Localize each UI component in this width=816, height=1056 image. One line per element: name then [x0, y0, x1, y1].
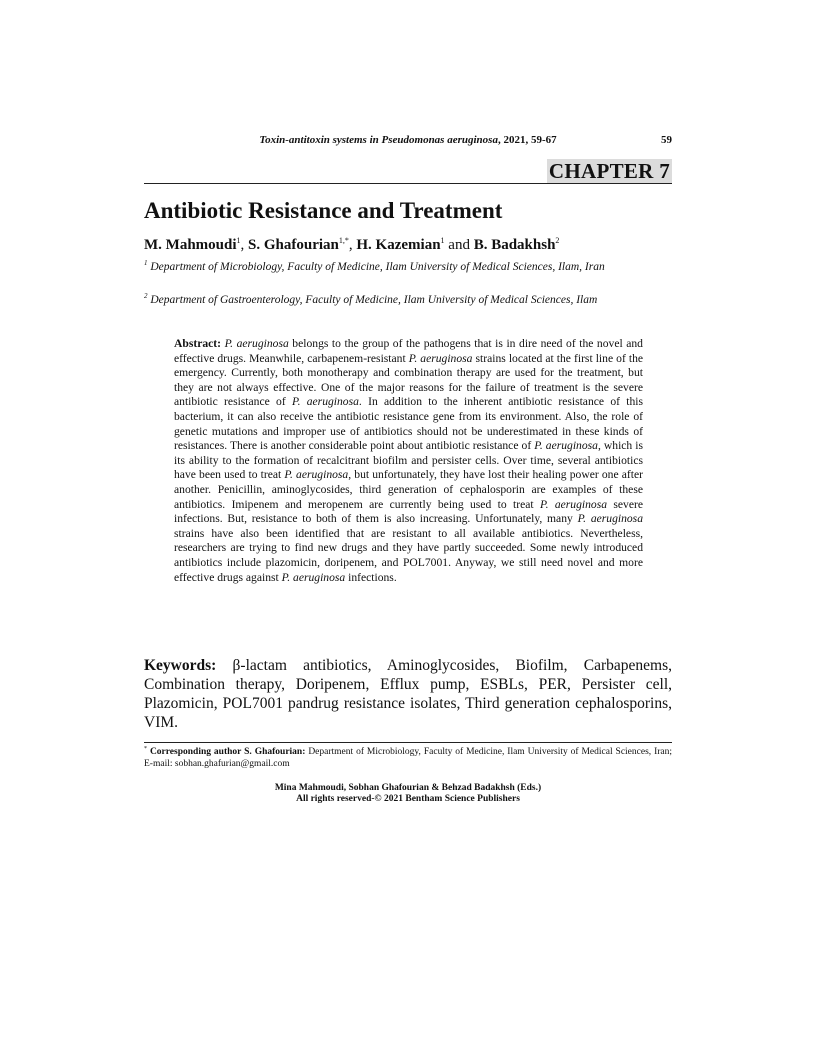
author-2: S. Ghafourian — [248, 237, 339, 253]
affiliation-2-sup: 2 — [144, 292, 148, 301]
chapter-title: Antibiotic Resistance and Treatment — [144, 198, 503, 223]
affiliation-1-sup: 1 — [144, 259, 148, 268]
species-name: P. aeruginosa — [577, 512, 643, 526]
abstract-text: strains have also been identified that are resistant to all available antibiotics. Nevertheless, researchers are trying to find new drugs and they have partly succeeded. Some newly introduced antibiotics include plazomicin, doripenem, and POL7001. Anyway, we still need novel and more effective drugs against — [174, 526, 643, 584]
author-1-sup: 1 — [236, 236, 241, 245]
author-and: and — [448, 237, 470, 253]
keywords — [144, 656, 672, 732]
author-list: M. Mahmoudi$^1$, S. Ghafourian$^{1,*}$, H. Kazemian$^1$ and B. Badakhsh$^2$ — [144, 236, 560, 253]
author-3: H. Kazemian — [356, 237, 441, 253]
editors-line: Mina Mahmoudi, Sobhan Ghafourian & Behzad Badakhsh (Eds.) — [274, 783, 542, 793]
species-name: P. aeruginosa — [291, 395, 359, 409]
species-name: P. aeruginosa — [408, 351, 473, 365]
header-rule — [144, 183, 672, 184]
author-3-sup: 1 — [440, 236, 445, 245]
species-name: P. aeruginosa — [281, 570, 346, 584]
journal-title: Toxin-antitoxin systems in Pseudomonas aeruginosa — [259, 134, 498, 146]
author-4: B. Badakhsh — [473, 237, 556, 253]
affiliation-1-text: Department of Microbiology, Faculty of Medicine, Ilam University of Medical Sciences, Ilam, Iran — [150, 261, 605, 273]
abstract-label: Abstract: — [174, 337, 222, 350]
author-4-sup: 2 — [555, 236, 560, 245]
affiliation-2 — [144, 293, 672, 308]
footnote-marker: * — [144, 745, 147, 752]
abstract-text: infections. — [345, 570, 397, 584]
species-name: P. aeruginosa — [224, 337, 289, 350]
copyright-block — [144, 783, 672, 805]
affiliation-2-text: Department of Gastroenterology, Faculty of Medicine, Ilam University of Medical Sciences, Ilam — [150, 294, 598, 306]
author-2-sup: 1,* — [338, 236, 349, 245]
author-1: M. Mahmoudi — [144, 237, 237, 253]
affiliation-1 — [144, 260, 672, 275]
species-name: P. aeruginosa — [539, 497, 608, 511]
running-header — [144, 134, 672, 146]
copyright-line: All rights reserved-© 2021 Bentham Science Publishers — [296, 794, 520, 804]
footnote-label: Corresponding author S. Ghafourian: — [149, 747, 306, 757]
footnote — [144, 746, 672, 770]
page-number: 59 — [661, 134, 672, 146]
keywords-label: Keywords: — [144, 657, 217, 674]
abstract-text: , which is its ability to the formation of recalcitrant biofilm and persister cells. Over time, several antibiotics have been used to treat — [174, 439, 644, 482]
footnote-rule — [144, 742, 672, 743]
keywords-text: β-lactam antibiotics, Aminoglycosides, Biofilm, Carbapenems, Combination therapy, Doripenem, Efflux pump, ESBLs, PER, Persister cell, Plazomicin, POL7001 pandrug resistance isolates, Third generation cephalosporins, VIM. — [144, 657, 672, 731]
abstract-text: . In addition to the inherent antibiotic resistance of this bacterium, it can also receive the antibiotic resistance gene from its environment. Also, the role of genetic mutations and improper use of antibiotics should not be underestimated in these kinds of resistances. There is another considerable point about antibiotic resistance of — [174, 395, 643, 453]
abstract-text: severe infections. But, resistance to both of them is also increasing. Unfortunately, many — [174, 497, 643, 526]
abstract-text: strains located at the first line of the emergency. Currently, both monotherapy and combination therapy are used for the treatment, but they are not always effective. One of the major reasons for the failure of treatment is the severe antibiotic resistance of — [174, 351, 644, 409]
chapter-label: CHAPTER 7 — [548, 159, 670, 183]
abstract-text: , but unfortunately, they have lost their healing power one after another. Penicillin, aminoglycosides, third generation of cephalosporin are examples of these antibiotics. Imipenem and meropenem are currently being used to treat — [174, 468, 643, 511]
year-pages: , 2021, 59-67 — [497, 134, 557, 146]
abstract — [174, 337, 643, 585]
footnote-text: Department of Microbiology, Faculty of Medicine, Ilam University of Medical Sciences, Iran; E-mail: sobhan.ghafurian@gmail.com — [144, 747, 673, 769]
abstract-text: belongs to the group of the pathogens that is in dire need of the novel and effective drugs. Meanwhile, carbapenem-resistant — [174, 337, 643, 365]
species-name: P. aeruginosa — [534, 439, 598, 453]
species-name: P. aeruginosa — [284, 468, 349, 482]
